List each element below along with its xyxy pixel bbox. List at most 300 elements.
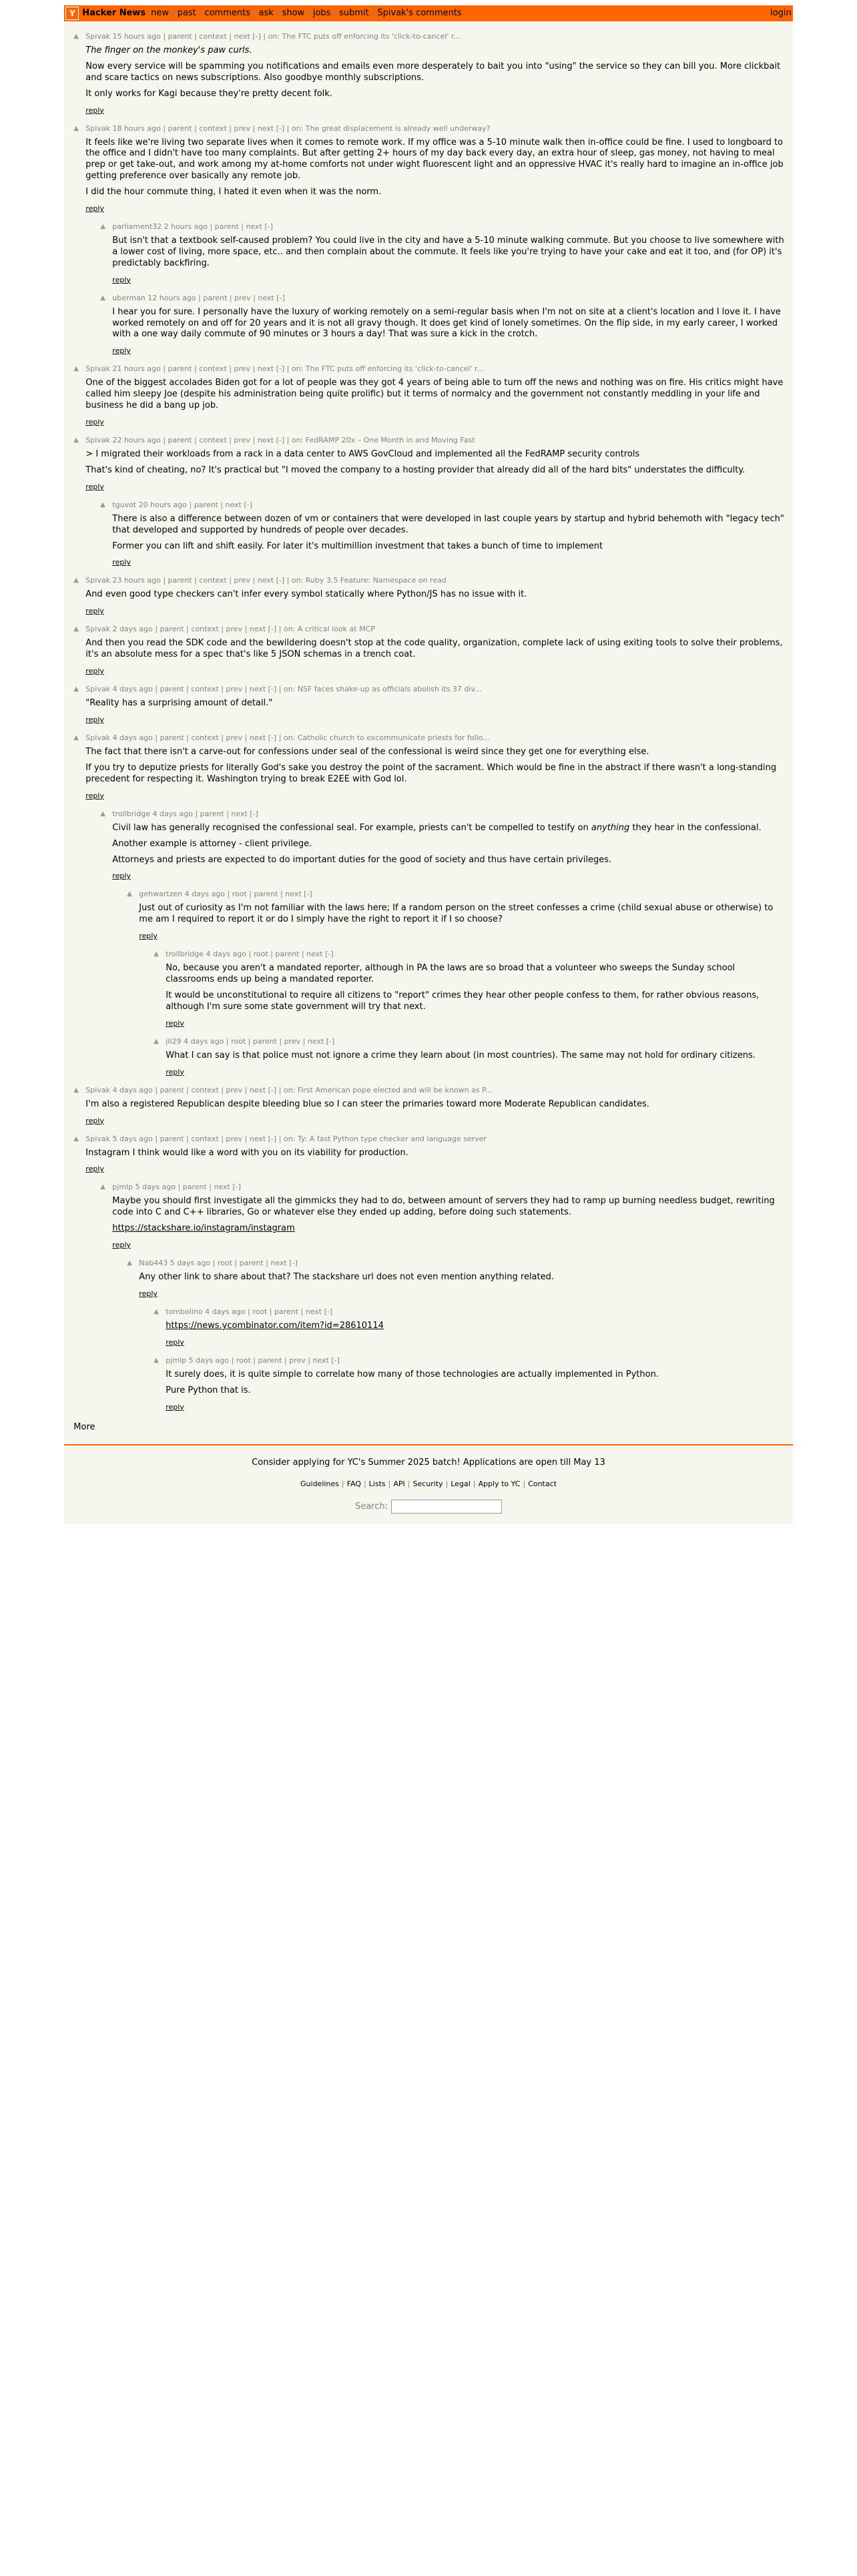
comment-collapse-toggle[interactable]: [-] bbox=[232, 1183, 241, 1192]
comment-nav-next-link[interactable]: next bbox=[249, 625, 266, 634]
comment-text: they hear in the confessional. bbox=[629, 822, 762, 833]
comment-age-link[interactable]: 20 hours ago bbox=[138, 500, 187, 509]
comment-story-link[interactable]: Ty: A fast Python type checker and language server bbox=[297, 1134, 487, 1143]
comment-story-link[interactable]: The great displacement is already well underway? bbox=[305, 123, 491, 133]
comment-paragraph bbox=[112, 839, 786, 850]
comment-nav-next-link[interactable]: next bbox=[231, 809, 248, 818]
comment-text: Civil law has generally recognised the confessional seal. For example, priests can't be compelled to testify on bbox=[112, 822, 591, 833]
comment-nav-next-link[interactable]: next bbox=[246, 222, 262, 232]
comment-header bbox=[85, 1135, 786, 1143]
comment-nav-next-link[interactable]: next bbox=[249, 1134, 266, 1143]
separator: | bbox=[246, 1036, 253, 1046]
footer-legal-link[interactable]: Legal bbox=[451, 1479, 471, 1488]
separator: | bbox=[187, 500, 194, 509]
comment-age-link[interactable]: 4 days ago bbox=[206, 950, 246, 959]
comment-author-link[interactable]: Nab443 bbox=[139, 1259, 168, 1268]
login-link[interactable]: login bbox=[770, 8, 792, 18]
separator: | on: bbox=[284, 576, 306, 585]
comment-collapse-toggle[interactable]: [-] bbox=[244, 500, 252, 509]
comment-collapse-toggle[interactable]: [-] bbox=[325, 950, 334, 959]
comment-age-link[interactable]: 12 hours ago bbox=[148, 293, 196, 302]
comment-author-link[interactable]: trollbridge bbox=[166, 950, 204, 959]
comment-paragraph bbox=[112, 236, 786, 270]
comment-nav-prev-link[interactable]: prev bbox=[234, 436, 251, 445]
separator: | bbox=[226, 32, 234, 41]
upvote-arrow[interactable]: ▲ bbox=[154, 1307, 159, 1315]
upvote-arrow[interactable]: ▲ bbox=[73, 1135, 79, 1143]
comment-nav-prev-link[interactable]: prev bbox=[234, 123, 251, 133]
comment-tree bbox=[64, 21, 792, 1411]
upvote-arrow[interactable]: ▲ bbox=[154, 1356, 159, 1364]
comment-nav-next-link[interactable]: next bbox=[249, 685, 266, 694]
comment-author-link[interactable]: uberman bbox=[112, 293, 146, 302]
reply-row bbox=[166, 1019, 786, 1028]
separator: | bbox=[363, 1479, 366, 1488]
separator: | bbox=[388, 1479, 391, 1488]
separator: | bbox=[184, 733, 192, 743]
upvote-arrow[interactable]: ▲ bbox=[100, 1183, 105, 1191]
comment-age-link[interactable]: 4 days ago bbox=[205, 1307, 246, 1316]
comment-text: "Reality has a surprising amount of detail." bbox=[85, 698, 273, 709]
upvote-arrow[interactable]: ▲ bbox=[73, 124, 79, 132]
comment-age-link[interactable]: 5 days ago bbox=[188, 1355, 230, 1365]
comment-nav-parent-link[interactable]: parent bbox=[182, 1183, 207, 1192]
separator: | bbox=[523, 1479, 526, 1488]
comment-nav-root-link[interactable]: root bbox=[236, 1355, 251, 1365]
reply-link[interactable]: reply bbox=[112, 275, 131, 284]
comment-author-link[interactable]: tombolino bbox=[166, 1307, 203, 1316]
separator: | bbox=[218, 685, 226, 694]
separator: | bbox=[299, 950, 307, 959]
current-page-title[interactable]: Spivak's comments bbox=[377, 8, 462, 18]
reply-link[interactable]: reply bbox=[112, 1241, 131, 1250]
upvote-arrow[interactable]: ▲ bbox=[100, 810, 105, 818]
search-input[interactable] bbox=[391, 1500, 502, 1514]
reply-link[interactable]: reply bbox=[166, 1402, 184, 1411]
comment-collapse-toggle[interactable]: [-] bbox=[326, 1036, 335, 1046]
comment-header bbox=[85, 685, 786, 693]
comment-nav-prev-link[interactable]: prev bbox=[234, 293, 251, 302]
comment-nav-parent-link[interactable]: parent bbox=[214, 222, 239, 232]
separator: | bbox=[304, 8, 313, 18]
comment-story-link[interactable]: The FTC puts off enforcing its 'click-to-cancel' r... bbox=[282, 32, 461, 41]
comment-collapse-toggle[interactable]: [-] bbox=[276, 293, 285, 302]
comment-nav-next-link[interactable]: next bbox=[257, 576, 274, 585]
comment-age-link[interactable]: 4 days ago bbox=[183, 1036, 224, 1046]
comment-nav-parent-link[interactable]: parent bbox=[168, 364, 192, 374]
comment-collapse-toggle[interactable]: [-] bbox=[252, 32, 261, 41]
reply-row bbox=[85, 791, 786, 800]
separator: | bbox=[210, 1259, 218, 1268]
separator: | bbox=[169, 8, 178, 18]
comment-nav-context-link[interactable]: context bbox=[191, 685, 219, 694]
separator: | bbox=[184, 1085, 192, 1094]
comment-collapse-toggle[interactable]: [-] bbox=[331, 1355, 340, 1365]
reply-link[interactable]: reply bbox=[85, 1165, 104, 1174]
comment-nav-prev-link[interactable]: prev bbox=[226, 685, 243, 694]
nav-past-link[interactable]: past bbox=[177, 8, 196, 18]
comment-nav-next-link[interactable]: next bbox=[312, 1355, 329, 1365]
separator: | bbox=[226, 123, 234, 133]
separator: | bbox=[160, 32, 168, 41]
comment-age-link[interactable]: 4 days ago bbox=[112, 733, 153, 743]
comment-author-link[interactable]: Spivak bbox=[85, 436, 110, 445]
comment-text: Instagram I think would like a word with you on its viability for production. bbox=[85, 1147, 408, 1158]
comment-nav-prev-link[interactable]: prev bbox=[289, 1355, 306, 1365]
reply-link[interactable]: reply bbox=[139, 932, 158, 941]
comment-text: If you try to deputize priests for literally God's sake you destroy the point of the sacrament. Which would be fine in the abstract if there wasn't a long-standing precedent for respecting it. Washington trying to break E2EE with God lol. bbox=[85, 762, 777, 784]
upvote-arrow[interactable]: ▲ bbox=[127, 890, 132, 898]
upvote-arrow[interactable]: ▲ bbox=[100, 223, 105, 231]
comment-nav-parent-link[interactable]: parent bbox=[252, 1036, 277, 1046]
comment-text: Pure Python that is. bbox=[166, 1385, 251, 1395]
reply-row bbox=[85, 204, 786, 213]
nav-ask-link[interactable]: ask bbox=[258, 8, 274, 18]
comment-nav-next-link[interactable]: next bbox=[270, 1259, 287, 1268]
comment-nav-parent-link[interactable]: parent bbox=[168, 576, 192, 585]
comment-age-link[interactable]: 5 days ago bbox=[112, 1134, 153, 1143]
upvote-arrow[interactable]: ▲ bbox=[73, 625, 79, 633]
comment-age-link[interactable]: 4 days ago bbox=[112, 1085, 153, 1094]
comment-age-link[interactable]: 2 days ago bbox=[112, 625, 153, 634]
comment-nav-next-link[interactable]: next bbox=[306, 950, 323, 959]
reply-link[interactable]: reply bbox=[85, 105, 104, 115]
comment-nav-parent-link[interactable]: parent bbox=[168, 123, 192, 133]
separator: | bbox=[263, 1259, 271, 1268]
comment-nav-prev-link[interactable]: prev bbox=[284, 1036, 301, 1046]
comment-author-link[interactable]: Spivak bbox=[85, 1085, 110, 1094]
comment-author-link[interactable]: Spivak bbox=[85, 123, 110, 133]
comment-author-link[interactable]: parliament32 bbox=[112, 222, 162, 232]
comment-nav-parent-link[interactable]: parent bbox=[258, 1355, 282, 1365]
upvote-arrow[interactable]: ▲ bbox=[154, 950, 159, 958]
comment-author-link[interactable]: gehwartzen bbox=[139, 890, 183, 899]
nav-jobs-link[interactable]: jobs bbox=[312, 8, 331, 18]
comment-author-link[interactable]: Spivak bbox=[85, 32, 110, 41]
reply-link[interactable]: reply bbox=[85, 715, 104, 725]
comment-author-link[interactable]: Spivak bbox=[85, 1134, 110, 1143]
comment-nav-parent-link[interactable]: parent bbox=[194, 500, 218, 509]
reply-link[interactable]: reply bbox=[112, 346, 131, 356]
separator: | bbox=[224, 1036, 232, 1046]
reply-link[interactable]: reply bbox=[112, 872, 131, 881]
comment-text: I hear you for sure. I personally have the luxury of working remotely on a semi-regular basis when I'm not on site at a client's location and I love it. I have worked remotely on and off for 20 years and it is not all gravy though. It does get kind of lonely sometimes. On the flip side, in my early career, I worked with a one way daily commute of 90 minutes or 3 hours a day! That was sure a kick in the crotch. bbox=[112, 306, 781, 340]
comment-body bbox=[112, 294, 786, 356]
separator: | bbox=[305, 1355, 313, 1365]
comment-story-link[interactable]: Ruby 3.5 Feature: Namespace on read bbox=[305, 576, 447, 585]
comment-nav-parent-link[interactable]: parent bbox=[239, 1259, 264, 1268]
comment-nav-parent-link[interactable]: parent bbox=[203, 293, 228, 302]
separator: | bbox=[250, 1355, 258, 1365]
comment-nav-context-link[interactable]: context bbox=[199, 576, 227, 585]
comment-nav-root-link[interactable]: root bbox=[252, 1307, 268, 1316]
comment-paragraph bbox=[112, 1223, 786, 1235]
separator: | bbox=[152, 733, 160, 743]
footer-security-link[interactable]: Security bbox=[412, 1479, 443, 1488]
reply-row bbox=[166, 1403, 786, 1411]
comment-nav-parent-link[interactable]: parent bbox=[160, 733, 184, 743]
comment-paragraph bbox=[112, 514, 786, 537]
comment bbox=[73, 576, 786, 615]
comment-collapse-toggle[interactable]: [-] bbox=[268, 685, 277, 694]
comment-text: It surely does, it is quite simple to correlate how many of those technologies are actually implemented in Python. bbox=[166, 1369, 659, 1379]
comment-paragraph bbox=[139, 1272, 786, 1283]
comment-author-link[interactable]: Spivak bbox=[85, 625, 110, 634]
site-title-link[interactable]: Hacker News bbox=[82, 8, 146, 18]
reply-link[interactable]: reply bbox=[85, 482, 104, 491]
comment-collapse-toggle[interactable]: [-] bbox=[268, 1085, 277, 1094]
search-label: Search: bbox=[354, 1501, 388, 1512]
comment-nav-parent-link[interactable]: parent bbox=[200, 809, 224, 818]
comment-nav-context-link[interactable]: context bbox=[191, 1134, 219, 1143]
comment-text: I'm also a registered Republican despite bleeding blue so I can steer the primaries toward more Moderate Republican candidates. bbox=[85, 1098, 649, 1109]
comment-nav-parent-link[interactable]: parent bbox=[160, 1134, 184, 1143]
reply-link[interactable]: reply bbox=[112, 558, 131, 567]
reply-link[interactable]: reply bbox=[85, 607, 104, 616]
comment-nav-context-link[interactable]: context bbox=[199, 364, 227, 374]
comment-nav-context-link[interactable]: context bbox=[191, 733, 219, 743]
reply-row bbox=[112, 346, 786, 355]
upvote-arrow[interactable]: ▲ bbox=[100, 294, 105, 302]
comment-age-link[interactable]: 18 hours ago bbox=[112, 123, 161, 133]
comment-nav-root-link[interactable]: root bbox=[217, 1259, 232, 1268]
comment-collapse-toggle[interactable]: [-] bbox=[304, 890, 312, 899]
comment-nav-prev-link[interactable]: prev bbox=[226, 1134, 243, 1143]
comment-nav-next-link[interactable]: next bbox=[285, 890, 302, 899]
comment-collapse-toggle[interactable]: [-] bbox=[268, 733, 277, 743]
separator: | bbox=[242, 733, 250, 743]
upvote-arrow[interactable]: ▲ bbox=[73, 685, 79, 693]
separator: | bbox=[176, 1183, 183, 1192]
comment-age-link[interactable]: 4 days ago bbox=[112, 685, 153, 694]
comment-nav-parent-link[interactable]: parent bbox=[160, 685, 184, 694]
reply-link[interactable]: reply bbox=[85, 418, 104, 427]
comment-age-link[interactable]: 22 hours ago bbox=[112, 436, 161, 445]
comment-text: And even good type checkers can't infer every symbol statically where Python/JS has no issue with it. bbox=[85, 589, 527, 600]
separator: | bbox=[206, 1183, 214, 1192]
comment-collapse-toggle[interactable]: [-] bbox=[250, 809, 258, 818]
comment-header bbox=[85, 576, 786, 585]
reply-link[interactable]: reply bbox=[166, 1337, 184, 1347]
footer bbox=[64, 1444, 792, 1524]
comment-collapse-toggle[interactable]: [-] bbox=[268, 1134, 277, 1143]
comment-nav-root-link[interactable]: root bbox=[231, 1036, 246, 1046]
reply-link[interactable]: reply bbox=[166, 1018, 184, 1028]
comment-author-link[interactable]: tguvot bbox=[112, 500, 137, 509]
comment-nav-context-link[interactable]: context bbox=[199, 123, 227, 133]
comment-nav-parent-link[interactable]: parent bbox=[275, 950, 300, 959]
comment-nav-next-link[interactable]: next bbox=[257, 364, 274, 374]
reply-link[interactable]: reply bbox=[85, 667, 104, 676]
separator: | bbox=[278, 890, 286, 899]
comment-inline-link[interactable]: https://stackshare.io/instagram/instagram bbox=[112, 1223, 295, 1234]
comment-nav-prev-link[interactable]: prev bbox=[234, 364, 251, 374]
comment-paragraph bbox=[85, 465, 786, 476]
comment-author-link[interactable]: Spivak bbox=[85, 733, 110, 743]
comment-nav-parent-link[interactable]: parent bbox=[274, 1307, 299, 1316]
comment-nav-prev-link[interactable]: prev bbox=[226, 625, 243, 634]
footer-guidelines-link[interactable]: Guidelines bbox=[300, 1479, 339, 1488]
comment-author-link[interactable]: jll29 bbox=[166, 1036, 182, 1046]
comment-body bbox=[85, 625, 786, 675]
yc-logo[interactable]: Y bbox=[65, 7, 79, 20]
comment-author-link[interactable]: Spivak bbox=[85, 364, 110, 374]
separator: | bbox=[225, 890, 232, 899]
comment-story-link[interactable]: The FTC puts off enforcing its 'click-to-cancel' r... bbox=[305, 364, 485, 374]
footer-faq-link[interactable]: FAQ bbox=[346, 1479, 361, 1488]
comment-nav-next-link[interactable]: next bbox=[307, 1036, 324, 1046]
reply-link[interactable]: reply bbox=[85, 791, 104, 800]
upvote-arrow[interactable]: ▲ bbox=[73, 365, 79, 373]
comment-paragraph bbox=[166, 1385, 786, 1397]
upvote-arrow[interactable]: ▲ bbox=[73, 577, 79, 585]
comment-body bbox=[112, 222, 786, 284]
comment-author-link[interactable]: trollbridge bbox=[112, 809, 151, 818]
comment-text: Maybe you should first investigate all the gimmicks they had to do, between amount of servers they had to ramp up burning needless budget, rewriting code into C and C++ libraries, Go or whatever else they ended up adding, before doing such statements. bbox=[112, 1196, 775, 1218]
comment-nav-next-link[interactable]: next bbox=[234, 32, 250, 41]
comment-nav-next-link[interactable]: next bbox=[257, 123, 274, 133]
separator: | bbox=[282, 1355, 290, 1365]
comment-nav-prev-link[interactable]: prev bbox=[234, 576, 251, 585]
more-link[interactable]: More bbox=[73, 1421, 95, 1432]
comment-age-link[interactable]: 5 days ago bbox=[170, 1259, 211, 1268]
comment-author-link[interactable]: pjmlp bbox=[112, 1183, 133, 1192]
comment-nav-parent-link[interactable]: parent bbox=[160, 1085, 184, 1094]
comment-author-link[interactable]: Spivak bbox=[85, 576, 110, 585]
comment-nav-next-link[interactable]: next bbox=[258, 293, 274, 302]
comment-age-link[interactable]: 5 days ago bbox=[135, 1183, 176, 1192]
comment-header bbox=[85, 436, 786, 444]
comment-text: No, because you aren't a mandated reporter, although in PA the laws are so broad that a volunteer who sweeps the Sunday school classrooms ends up being a mandated reporter. bbox=[166, 963, 736, 985]
comment-inline-link[interactable]: https://news.ycombinator.com/item?id=28610114 bbox=[166, 1320, 384, 1331]
nav-new-link[interactable]: new bbox=[151, 8, 170, 18]
reply-row bbox=[85, 715, 786, 724]
comment-body bbox=[85, 733, 786, 800]
comment-header bbox=[85, 625, 786, 633]
comment-story-link[interactable]: Catholic church to excommunicate priests for follo... bbox=[297, 733, 490, 743]
comment-nav-next-link[interactable]: next bbox=[249, 733, 266, 743]
upvote-arrow[interactable]: ▲ bbox=[154, 1037, 159, 1045]
reply-link[interactable]: reply bbox=[166, 1067, 184, 1076]
comment-collapse-toggle[interactable]: [-] bbox=[324, 1307, 333, 1316]
reply-row bbox=[85, 1165, 786, 1173]
footer-contact-link[interactable]: Contact bbox=[528, 1479, 557, 1488]
separator: | bbox=[242, 625, 250, 634]
upvote-arrow[interactable]: ▲ bbox=[100, 501, 105, 509]
footer-api-link[interactable]: API bbox=[393, 1479, 405, 1488]
comment-nav-parent-link[interactable]: parent bbox=[160, 625, 184, 634]
comment-collapse-toggle[interactable]: [-] bbox=[268, 625, 277, 634]
comment-nav-parent-link[interactable]: parent bbox=[254, 890, 278, 899]
comment-text: Attorneys and priests are expected to do important duties for the good of society and thus have certain privileges. bbox=[112, 854, 612, 865]
reply-row bbox=[166, 1068, 786, 1076]
reply-link[interactable]: reply bbox=[85, 1116, 104, 1125]
comment-age-link[interactable]: 4 days ago bbox=[184, 890, 226, 899]
comment-collapse-toggle[interactable]: [-] bbox=[276, 123, 285, 133]
comment-age-link[interactable]: 21 hours ago bbox=[112, 364, 161, 374]
comment-text: One of the biggest accolades Biden got for a lot of people was they got 4 years of being able to turn off the news and nothing was on fire. His critics might have called him sleepy Joe (despite his administration being quite prolific) but it terms of normalcy and the government not constantly meddling in your life and business he did a bang up job. bbox=[85, 378, 784, 411]
comment-age-link[interactable]: 23 hours ago bbox=[112, 576, 161, 585]
separator: | bbox=[341, 1479, 344, 1488]
separator: | bbox=[298, 1307, 306, 1316]
comment-nav-prev-link[interactable]: prev bbox=[226, 733, 243, 743]
footer-apply-to-yc-link[interactable]: Apply to YC bbox=[478, 1479, 521, 1488]
separator: | bbox=[250, 364, 258, 374]
comment-story-link[interactable]: FedRAMP 20x – One Month in and Moving Fast bbox=[305, 436, 475, 445]
comment-nav-context-link[interactable]: context bbox=[199, 32, 227, 41]
comment-header bbox=[139, 1259, 786, 1267]
comment-author-link[interactable]: Spivak bbox=[85, 685, 110, 694]
comment-nav-next-link[interactable]: next bbox=[249, 1085, 266, 1094]
comment-nav-next-link[interactable]: next bbox=[214, 1183, 230, 1192]
nav-submit-link[interactable]: submit bbox=[339, 8, 369, 18]
comment-collapse-toggle[interactable]: [-] bbox=[276, 436, 285, 445]
comment-italic-text: The finger on the monkey's paw curls. bbox=[85, 45, 252, 55]
nav-show-link[interactable]: show bbox=[282, 8, 305, 18]
separator: | bbox=[160, 123, 168, 133]
comment-nav-parent-link[interactable]: parent bbox=[168, 32, 192, 41]
comment-nav-next-link[interactable]: next bbox=[305, 1307, 322, 1316]
comment-body bbox=[166, 1037, 786, 1076]
comment-age-link[interactable]: 15 hours ago bbox=[112, 32, 161, 41]
comment-nav-root-link[interactable]: root bbox=[253, 950, 268, 959]
upvote-arrow[interactable]: ▲ bbox=[73, 1086, 79, 1094]
comment-body bbox=[112, 810, 786, 881]
separator: | bbox=[152, 625, 160, 634]
comment-nav-root-link[interactable]: root bbox=[232, 890, 247, 899]
reply-row bbox=[85, 667, 786, 675]
comment-story-link[interactable]: First American pope elected and will be known as P... bbox=[297, 1085, 493, 1094]
comment-paragraph bbox=[112, 823, 786, 834]
comment-nav-context-link[interactable]: context bbox=[191, 625, 219, 634]
comment-collapse-toggle[interactable]: [-] bbox=[276, 364, 285, 374]
comment bbox=[73, 124, 786, 213]
comment-nav-next-link[interactable]: next bbox=[225, 500, 242, 509]
comment-nav-next-link[interactable]: next bbox=[257, 436, 274, 445]
upvote-arrow[interactable]: ▲ bbox=[73, 33, 79, 40]
comment-text: Former you can lift and shift easily. For later it's multimillion investment that takes a bunch of time to implement bbox=[112, 541, 603, 551]
comment-age-link[interactable]: 4 days ago bbox=[152, 809, 193, 818]
comment-story-link[interactable]: NSF faces shake-up as officials abolish its 37 div... bbox=[297, 685, 482, 694]
comment-paragraph bbox=[85, 1099, 786, 1110]
separator: | bbox=[242, 1085, 250, 1094]
upvote-arrow[interactable]: ▲ bbox=[73, 734, 79, 742]
comment-header bbox=[85, 1086, 786, 1094]
upvote-arrow[interactable]: ▲ bbox=[127, 1259, 132, 1267]
reply-link[interactable]: reply bbox=[85, 204, 104, 214]
comment-nav-context-link[interactable]: context bbox=[191, 1085, 219, 1094]
comment-text: It only works for Kagi because they're pretty decent folk. bbox=[85, 88, 332, 99]
comment-collapse-toggle[interactable]: [-] bbox=[264, 222, 273, 232]
footer-search-row bbox=[64, 1500, 792, 1514]
comment-collapse-toggle[interactable]: [-] bbox=[276, 576, 285, 585]
comment-author-link[interactable]: pjmlp bbox=[166, 1355, 187, 1365]
comment-collapse-toggle[interactable]: [-] bbox=[289, 1259, 298, 1268]
comment-story-link[interactable]: A critical look at MCP bbox=[297, 625, 375, 634]
reply-link[interactable]: reply bbox=[139, 1289, 158, 1298]
comment-nav-parent-link[interactable]: parent bbox=[168, 436, 192, 445]
separator: | bbox=[184, 1134, 192, 1143]
comment-nav-context-link[interactable]: context bbox=[199, 436, 227, 445]
upvote-arrow[interactable]: ▲ bbox=[73, 436, 79, 444]
separator: | bbox=[368, 8, 378, 18]
nav-comments-link[interactable]: comments bbox=[204, 8, 250, 18]
separator: | bbox=[192, 576, 200, 585]
separator: | bbox=[267, 1307, 274, 1316]
footer-lists-link[interactable]: Lists bbox=[368, 1479, 386, 1488]
comment-nav-prev-link[interactable]: prev bbox=[226, 1085, 243, 1094]
comment-age-link[interactable]: 2 hours ago bbox=[164, 222, 208, 232]
